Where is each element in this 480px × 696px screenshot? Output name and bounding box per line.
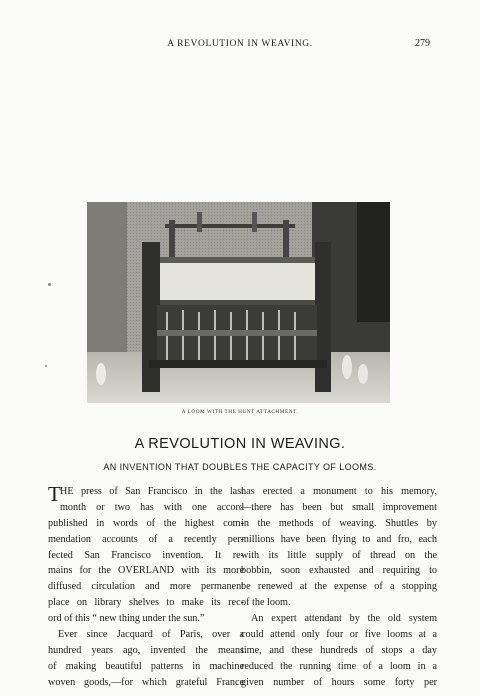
text-line: published in words of the highest com- bbox=[48, 517, 244, 529]
text-line: An expert attendant by the old system bbox=[251, 613, 437, 625]
text-line: has erected a monument to his memory, bbox=[241, 486, 437, 497]
text-line: fected San Francisco invention. It re- bbox=[48, 549, 244, 561]
text-line: ord of this “ new thing under the sun.” bbox=[48, 613, 205, 625]
text-line: of making beautiful patterns in machine bbox=[48, 660, 244, 672]
text-line: mendation accounts of a recently per- bbox=[48, 533, 244, 545]
left-column bbox=[48, 484, 244, 691]
drop-cap: T bbox=[48, 482, 61, 506]
text-line: reduced the running time of a loom in a bbox=[241, 660, 437, 672]
text-line: given number of hours some forty per bbox=[241, 676, 437, 688]
text-line: could attend only four or five looms at a bbox=[241, 629, 437, 641]
running-head: A REVOLUTION IN WEAVING. bbox=[167, 39, 313, 49]
text-line: bobbin, soon exhausted and requiring to bbox=[241, 565, 437, 577]
text-line: diffused circulation and more permanent bbox=[48, 581, 244, 593]
text-line: —there has been but small improvement bbox=[241, 501, 437, 513]
loom-photograph bbox=[87, 202, 390, 403]
text-line: millions have been flying to and fro, each bbox=[241, 533, 437, 545]
text-line: in the methods of weaving. Shuttles by bbox=[241, 517, 437, 529]
text-line: place on library shelves to make its rec- bbox=[48, 597, 244, 609]
stray-mark bbox=[48, 283, 51, 286]
text-line: month or two has with one accord bbox=[60, 501, 244, 513]
right-column bbox=[241, 484, 437, 691]
page-number: 279 bbox=[415, 38, 430, 49]
text-line: hundred years ago, invented the means bbox=[48, 644, 244, 656]
text-line: with its little supply of thread on the bbox=[241, 549, 437, 561]
article-title: A REVOLUTION IN WEAVING. bbox=[134, 436, 346, 452]
text-line: woven goods,—for which grateful France bbox=[48, 676, 244, 688]
text-line: Ever since Jacquard of Paris, over a bbox=[58, 629, 244, 641]
stray-mark bbox=[45, 365, 47, 367]
text-line: be renewed at the expense of a stopping bbox=[241, 581, 437, 593]
text-line: mains for the OVERLAND with its more bbox=[48, 565, 244, 577]
text-line: of the loom. bbox=[241, 597, 291, 609]
text-line: time, and these hundreds of stops a day bbox=[241, 644, 437, 656]
article-subtitle: AN INVENTION THAT DOUBLES THE CAPACITY OF LOOMS. bbox=[103, 462, 377, 472]
text-line: HE press of San Francisco in the last bbox=[60, 486, 244, 497]
figure-caption: A LOOM WITH THE HUNT ATTACHMENT. bbox=[181, 409, 299, 415]
